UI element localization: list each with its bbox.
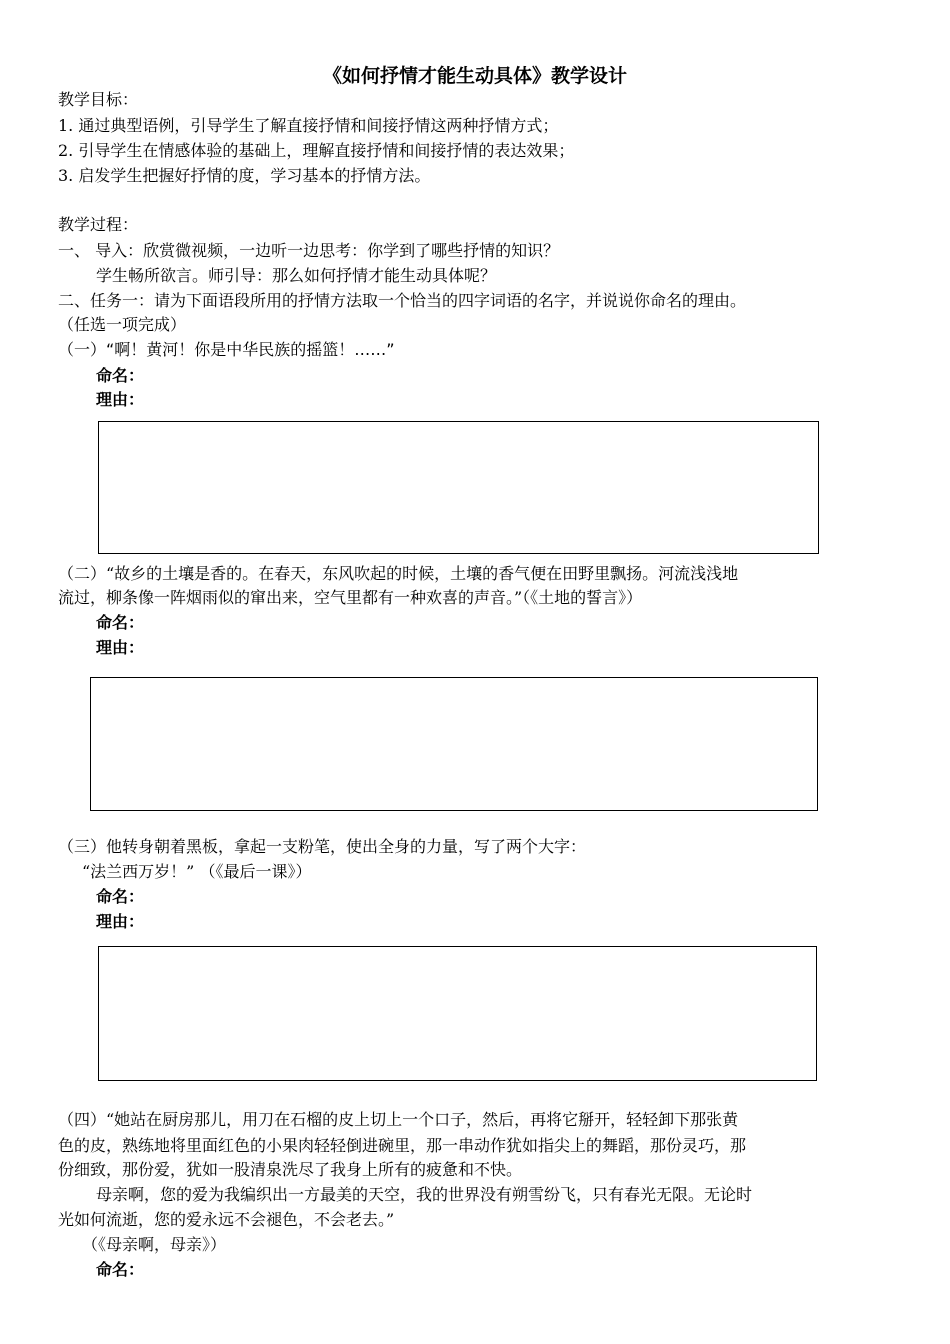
passage-2-reason-label: 理由： (96, 638, 145, 657)
passage-2-line-1: （二）“故乡的土壤是香的。在春天，东风吹起的时候，土壤的香气便在田野里飘扬。河流浅浅地 (58, 564, 739, 583)
passage-4-name-label: 命名： (96, 1260, 145, 1279)
process-step-1: 一、 导入：欣赏微视频，一边听一边思考：你学到了哪些抒情的知识？ (58, 241, 560, 260)
passage-4-source: （《母亲啊，母亲》） (82, 1235, 227, 1254)
passage-4-line-1: （四）“她站在厨房那儿，用刀在石榴的皮上切上一个口子，然后，再将它掰开，轻轻卸下那张黄 (58, 1110, 739, 1129)
passage-3-answer-box[interactable] (98, 946, 817, 1081)
passage-1-answer-box[interactable] (98, 421, 819, 554)
process-step-2-note: （任选一项完成） (58, 315, 187, 334)
process-heading: 教学过程： (58, 215, 139, 234)
process-step-1-followup: 学生畅所欲言。师引导：那么如何抒情才能生动具体呢？ (96, 266, 497, 285)
passage-3-line-1: （三）他转身朝着黑板，拿起一支粉笔，使出全身的力量，写了两个大字： (58, 837, 587, 856)
passage-2-line-2: 流过，柳条像一阵烟雨似的窜出来，空气里都有一种欢喜的声音。”（《土地的誓言》） (58, 588, 643, 607)
passage-1-reason-label: 理由： (96, 390, 145, 409)
passage-1-name-label: 命名： (96, 366, 145, 385)
passage-4-line-3: 份细致，那份爱，犹如一股清泉洗尽了我身上所有的疲惫和不快。 (58, 1160, 523, 1179)
objective-item-1: 1. 通过典型语例，引导学生了解直接抒情和间接抒情这两种抒情方式； (58, 116, 559, 135)
passage-2-answer-box[interactable] (90, 677, 818, 811)
passage-4-line-5: 光如何流逝，您的爱永远不会褪色，不会老去。” (58, 1210, 395, 1229)
passage-3-reason-label: 理由： (96, 912, 145, 931)
process-step-2: 二、任务一：请为下面语段所用的抒情方法取一个恰当的四字词语的名字，并说说你命名的理由。 (58, 291, 747, 310)
objectives-heading: 教学目标： (58, 90, 139, 109)
document-title: 《如何抒情才能生动具体》教学设计 (322, 65, 627, 87)
passage-3-line-2: “法兰西万岁！” （《最后一课》） (82, 862, 312, 881)
objective-item-3: 3. 启发学生把握好抒情的度，学习基本的抒情方法。 (58, 166, 431, 185)
objective-item-2: 2. 引导学生在情感体验的基础上，理解直接抒情和间接抒情的表达效果； (58, 141, 575, 160)
passage-1-text: （一）“啊！黄河！你是中华民族的摇篮！……” (58, 340, 395, 359)
passage-4-line-2: 色的皮，熟练地将里面红色的小果肉轻轻倒进碗里，那一串动作犹如指尖上的舞蹈，那份灵巧，那 (58, 1136, 747, 1155)
passage-4-line-4: 母亲啊，您的爱为我编织出一方最美的天空，我的世界没有朔雪纷飞，只有春光无限。无论时 (96, 1185, 753, 1204)
passage-3-name-label: 命名： (96, 887, 145, 906)
passage-2-name-label: 命名： (96, 613, 145, 632)
